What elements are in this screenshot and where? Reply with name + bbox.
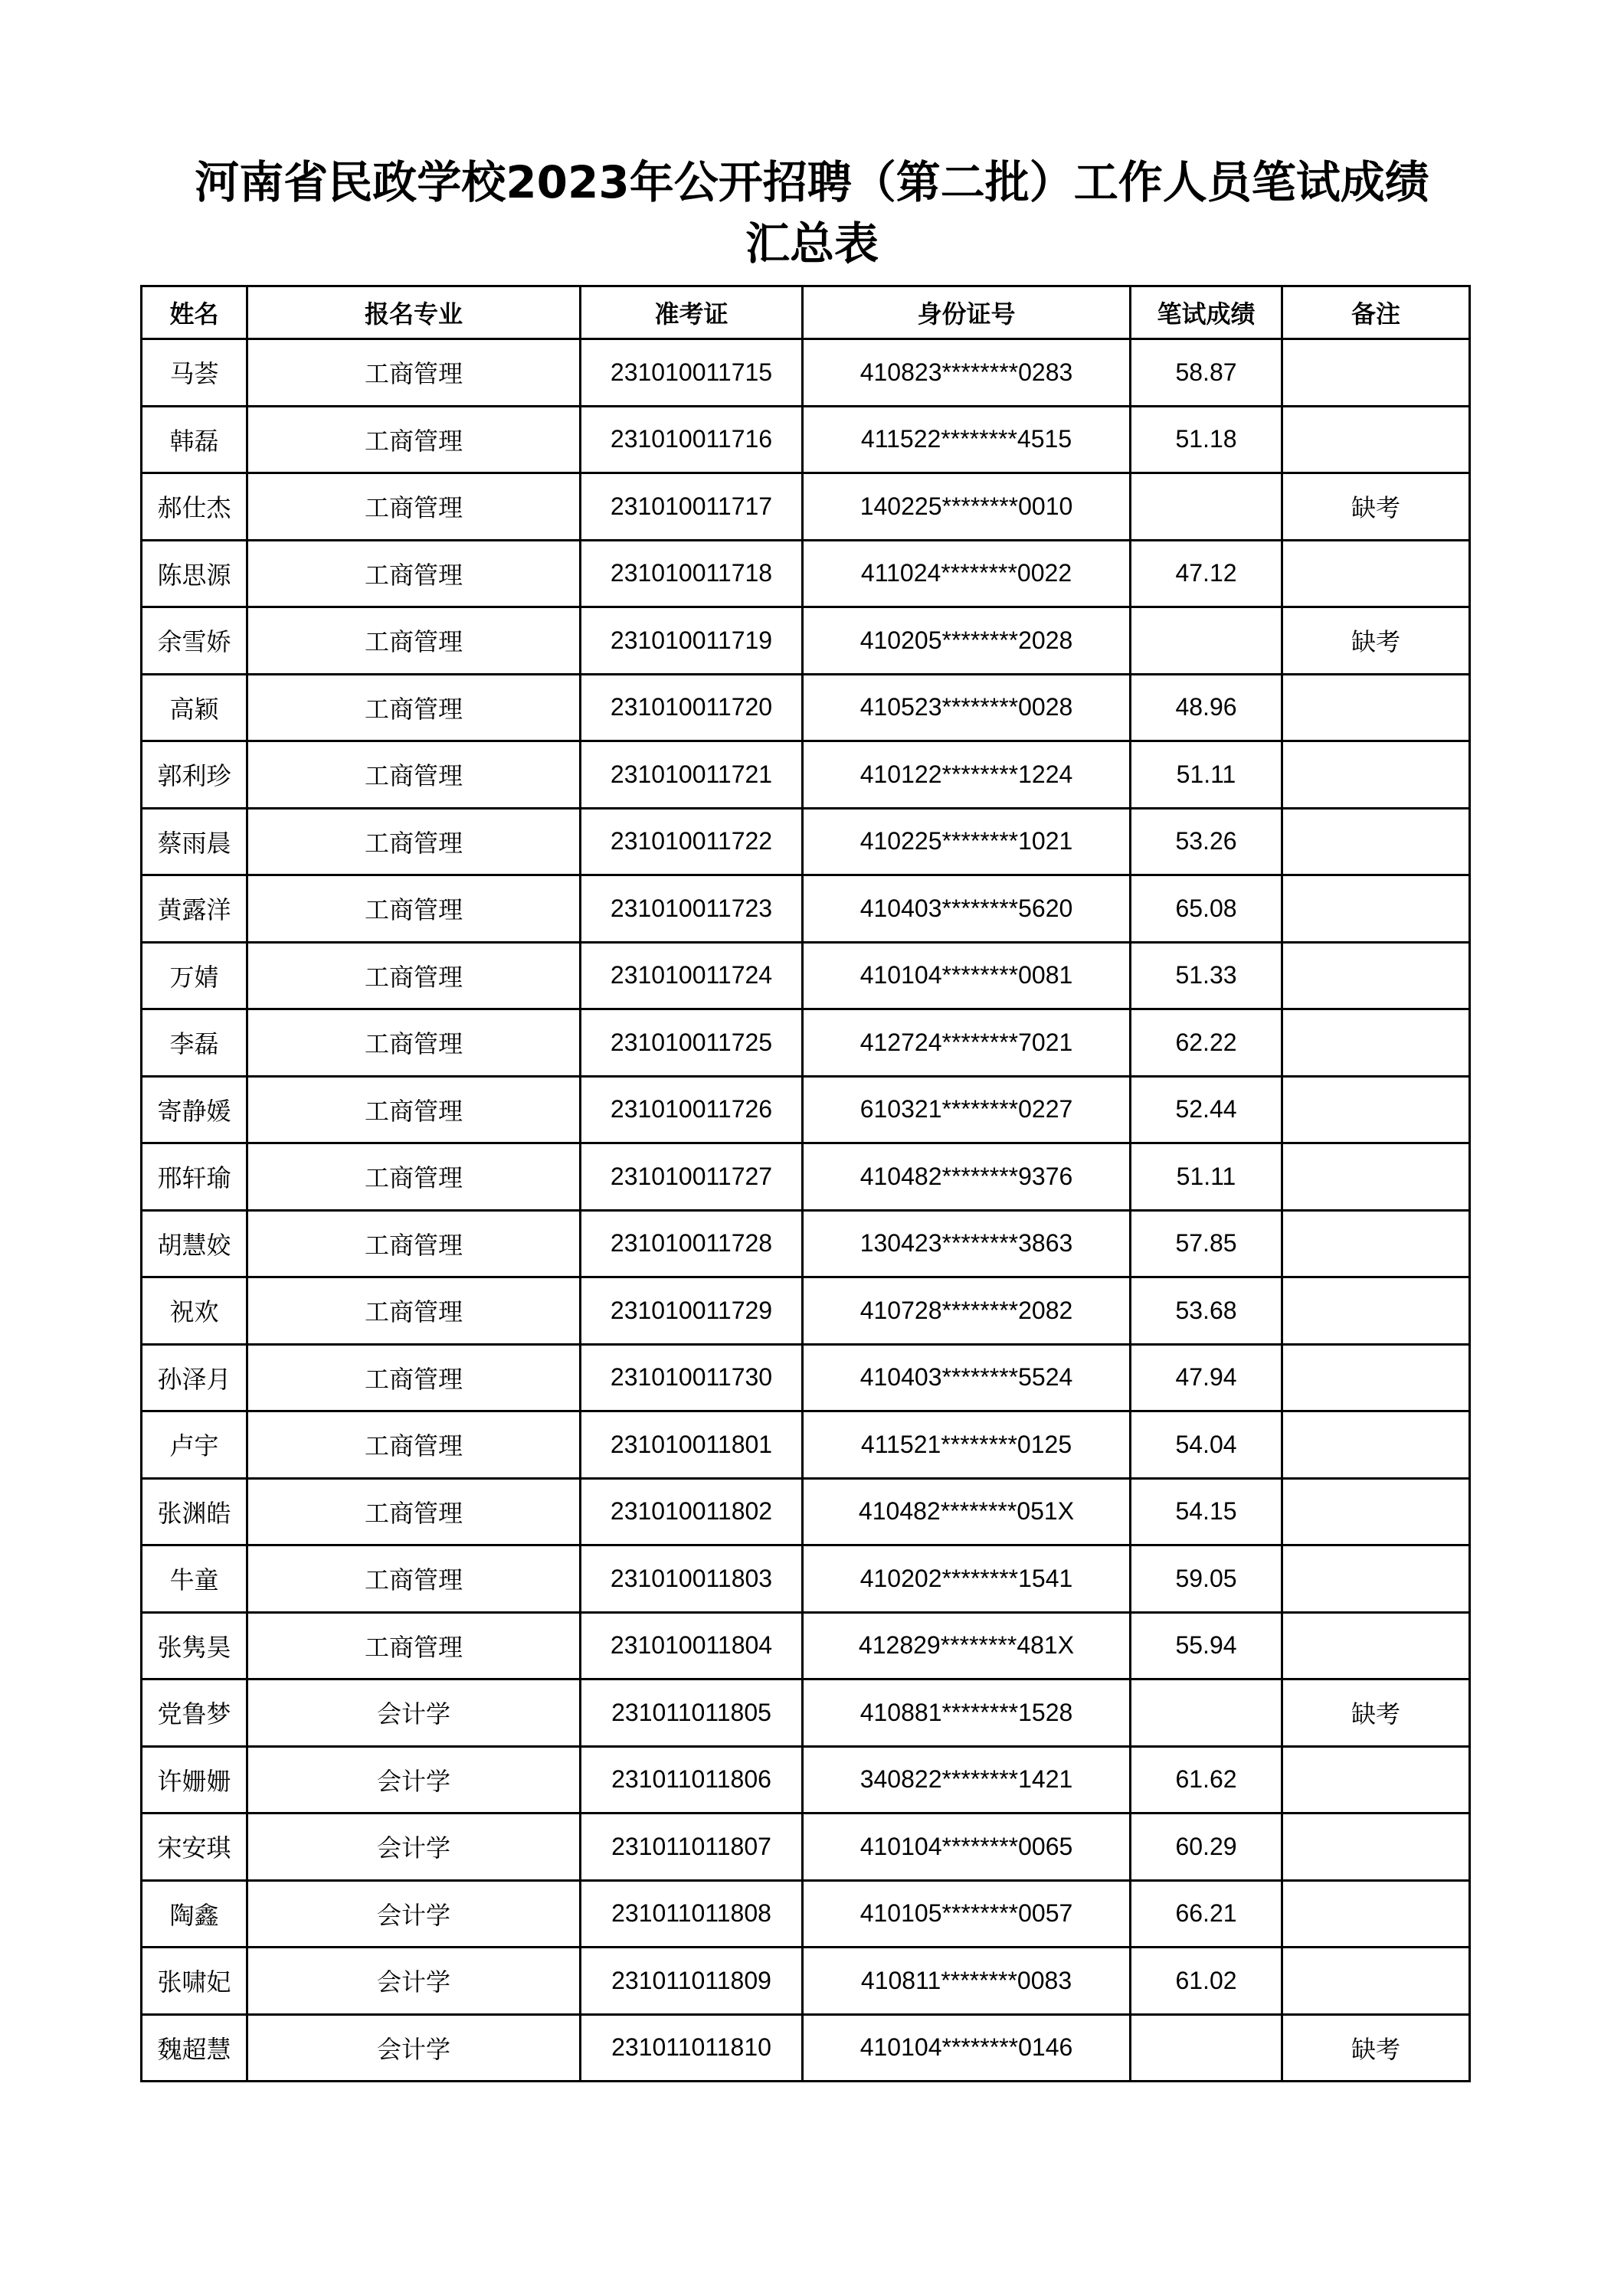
score-cell: 60.29 — [1131, 1814, 1282, 1881]
id-number-cell: 410104********0065 — [803, 1814, 1131, 1881]
exam-ticket-cell: 231011011809 — [581, 1948, 803, 2015]
score-cell: 51.33 — [1131, 942, 1282, 1009]
id-number-cell: 410403********5620 — [803, 875, 1131, 943]
remarks-cell — [1282, 1746, 1470, 1814]
remarks-cell — [1282, 1948, 1470, 2015]
major-cell: 会计学 — [247, 1814, 581, 1881]
name-cell: 陈思源 — [142, 540, 247, 607]
table-row — [142, 1478, 1470, 1545]
page-title-line-2: 汇总表 — [745, 217, 879, 270]
name-cell: 万婧 — [142, 942, 247, 1009]
id-number-cell: 412829********481X — [803, 1612, 1131, 1679]
exam-ticket-cell: 231010011730 — [581, 1344, 803, 1411]
id-number-cell: 411024********0022 — [803, 540, 1131, 607]
score-cell — [1131, 1679, 1282, 1747]
exam-ticket-cell: 231010011723 — [581, 875, 803, 943]
major-cell: 工商管理 — [247, 1143, 581, 1211]
score-cell: 51.18 — [1131, 406, 1282, 473]
page-title-line-1: 河南省民政学校2023年公开招聘（第二批）工作人员笔试成绩 — [195, 156, 1429, 208]
name-cell: 张啸妃 — [142, 1948, 247, 2015]
table-body — [142, 339, 1470, 2082]
exam-ticket-cell: 231010011727 — [581, 1143, 803, 1211]
major-cell: 工商管理 — [247, 540, 581, 607]
id-number-cell: 130423********3863 — [803, 1210, 1131, 1277]
table-row — [142, 2014, 1470, 2082]
remarks-cell — [1282, 1277, 1470, 1345]
score-cell: 51.11 — [1131, 1143, 1282, 1211]
remarks-cell — [1282, 339, 1470, 407]
table-row — [142, 1143, 1470, 1211]
name-cell: 郭利珍 — [142, 741, 247, 809]
exam-ticket-cell: 231010011725 — [581, 1009, 803, 1077]
score-cell: 58.87 — [1131, 339, 1282, 407]
score-cell: 62.22 — [1131, 1009, 1282, 1077]
id-number-cell: 410823********0283 — [803, 339, 1131, 407]
major-cell: 工商管理 — [247, 942, 581, 1009]
remarks-cell — [1282, 1076, 1470, 1143]
remarks-cell — [1282, 1478, 1470, 1545]
id-number-cell: 410104********0146 — [803, 2014, 1131, 2082]
header-written-score: 笔试成绩 — [1131, 286, 1282, 339]
table-row — [142, 1411, 1470, 1479]
table-row — [142, 1545, 1470, 1613]
remarks-cell — [1282, 741, 1470, 809]
major-cell: 工商管理 — [247, 1344, 581, 1411]
exam-ticket-cell: 231011011810 — [581, 2014, 803, 2082]
name-cell: 余雪娇 — [142, 607, 247, 675]
exam-ticket-cell: 231010011724 — [581, 942, 803, 1009]
name-cell: 党鲁梦 — [142, 1679, 247, 1747]
major-cell: 工商管理 — [247, 339, 581, 407]
name-cell: 许姗姗 — [142, 1746, 247, 1814]
name-cell: 宋安琪 — [142, 1814, 247, 1881]
score-cell: 55.94 — [1131, 1612, 1282, 1679]
remarks-cell — [1282, 674, 1470, 741]
remarks-cell — [1282, 406, 1470, 473]
name-cell: 牛童 — [142, 1545, 247, 1613]
major-cell: 工商管理 — [247, 674, 581, 741]
table-row — [142, 1210, 1470, 1277]
remarks-cell — [1282, 1612, 1470, 1679]
table-row — [142, 473, 1470, 541]
header-row — [142, 286, 1470, 339]
name-cell: 张渊皓 — [142, 1478, 247, 1545]
name-cell: 高颖 — [142, 674, 247, 741]
major-cell: 工商管理 — [247, 1277, 581, 1345]
table-row — [142, 1948, 1470, 2015]
remarks-cell — [1282, 1009, 1470, 1077]
name-cell: 韩磊 — [142, 406, 247, 473]
exam-ticket-cell: 231010011729 — [581, 1277, 803, 1345]
remarks-cell: 缺考 — [1282, 1679, 1470, 1747]
remarks-cell — [1282, 942, 1470, 1009]
major-cell: 工商管理 — [247, 1612, 581, 1679]
exam-ticket-cell: 231010011718 — [581, 540, 803, 607]
table-row — [142, 406, 1470, 473]
id-number-cell: 410811********0083 — [803, 1948, 1131, 2015]
id-number-cell: 340822********1421 — [803, 1746, 1131, 1814]
score-cell: 59.05 — [1131, 1545, 1282, 1613]
id-number-cell: 140225********0010 — [803, 473, 1131, 541]
major-cell: 工商管理 — [247, 1076, 581, 1143]
name-cell: 黄露洋 — [142, 875, 247, 943]
id-number-cell: 610321********0227 — [803, 1076, 1131, 1143]
exam-ticket-cell: 231010011722 — [581, 808, 803, 875]
exam-ticket-cell: 231010011719 — [581, 607, 803, 675]
major-cell: 会计学 — [247, 2014, 581, 2082]
score-cell: 61.62 — [1131, 1746, 1282, 1814]
score-cell: 53.68 — [1131, 1277, 1282, 1345]
score-cell: 53.26 — [1131, 808, 1282, 875]
remarks-cell — [1282, 1814, 1470, 1881]
major-cell: 工商管理 — [247, 406, 581, 473]
id-number-cell: 410105********0057 — [803, 1880, 1131, 1948]
major-cell: 工商管理 — [247, 1411, 581, 1479]
score-cell: 66.21 — [1131, 1880, 1282, 1948]
remarks-cell — [1282, 1143, 1470, 1211]
table-row — [142, 1814, 1470, 1881]
exam-ticket-cell: 231010011802 — [581, 1478, 803, 1545]
major-cell: 工商管理 — [247, 1478, 581, 1545]
remarks-cell — [1282, 875, 1470, 943]
score-cell: 47.94 — [1131, 1344, 1282, 1411]
exam-ticket-cell: 231010011721 — [581, 741, 803, 809]
exam-ticket-cell: 231011011807 — [581, 1814, 803, 1881]
name-cell: 蔡雨晨 — [142, 808, 247, 875]
remarks-cell: 缺考 — [1282, 2014, 1470, 2082]
id-number-cell: 410403********5524 — [803, 1344, 1131, 1411]
header-remarks: 备注 — [1282, 286, 1470, 339]
table-row — [142, 741, 1470, 809]
remarks-cell: 缺考 — [1282, 473, 1470, 541]
exam-ticket-cell: 231010011717 — [581, 473, 803, 541]
exam-ticket-cell: 231010011804 — [581, 1612, 803, 1679]
table-row — [142, 540, 1470, 607]
score-cell: 47.12 — [1131, 540, 1282, 607]
name-cell: 张隽昊 — [142, 1612, 247, 1679]
name-cell: 祝欢 — [142, 1277, 247, 1345]
table-row — [142, 808, 1470, 875]
major-cell: 会计学 — [247, 1948, 581, 2015]
id-number-cell: 410881********1528 — [803, 1679, 1131, 1747]
score-cell: 65.08 — [1131, 875, 1282, 943]
exam-ticket-cell: 231011011808 — [581, 1880, 803, 1948]
id-number-cell: 412724********7021 — [803, 1009, 1131, 1077]
major-cell: 工商管理 — [247, 607, 581, 675]
table-row — [142, 1344, 1470, 1411]
major-cell: 工商管理 — [247, 1009, 581, 1077]
remarks-cell — [1282, 1210, 1470, 1277]
header-id-number: 身份证号 — [803, 286, 1131, 339]
id-number-cell: 410202********1541 — [803, 1545, 1131, 1613]
id-number-cell: 410728********2082 — [803, 1277, 1131, 1345]
major-cell: 会计学 — [247, 1880, 581, 1948]
table-header — [142, 286, 1470, 339]
id-number-cell: 410523********0028 — [803, 674, 1131, 741]
remarks-cell — [1282, 808, 1470, 875]
score-cell: 52.44 — [1131, 1076, 1282, 1143]
major-cell: 工商管理 — [247, 808, 581, 875]
table-row — [142, 1612, 1470, 1679]
score-cell: 51.11 — [1131, 741, 1282, 809]
header-major: 报名专业 — [247, 286, 581, 339]
exam-ticket-cell: 231010011726 — [581, 1076, 803, 1143]
major-cell: 会计学 — [247, 1746, 581, 1814]
remarks-cell — [1282, 1545, 1470, 1613]
table-row — [142, 1009, 1470, 1077]
major-cell: 会计学 — [247, 1679, 581, 1747]
name-cell: 卢宇 — [142, 1411, 247, 1479]
table-row — [142, 1880, 1470, 1948]
header-exam-ticket: 准考证 — [581, 286, 803, 339]
name-cell: 郝仕杰 — [142, 473, 247, 541]
score-cell: 54.04 — [1131, 1411, 1282, 1479]
name-cell: 李磊 — [142, 1009, 247, 1077]
id-number-cell: 410482********051X — [803, 1478, 1131, 1545]
id-number-cell: 411522********4515 — [803, 406, 1131, 473]
table-row — [142, 1076, 1470, 1143]
major-cell: 工商管理 — [247, 1545, 581, 1613]
table-row — [142, 875, 1470, 943]
remarks-cell — [1282, 540, 1470, 607]
score-cell: 61.02 — [1131, 1948, 1282, 2015]
score-cell: 54.15 — [1131, 1478, 1282, 1545]
name-cell: 魏超慧 — [142, 2014, 247, 2082]
score-cell — [1131, 473, 1282, 541]
score-cell — [1131, 2014, 1282, 2082]
id-number-cell: 411521********0125 — [803, 1411, 1131, 1479]
exam-ticket-cell: 231011011806 — [581, 1746, 803, 1814]
table-row — [142, 674, 1470, 741]
table-row — [142, 942, 1470, 1009]
id-number-cell: 410482********9376 — [803, 1143, 1131, 1211]
remarks-cell: 缺考 — [1282, 607, 1470, 675]
exam-ticket-cell: 231010011801 — [581, 1411, 803, 1479]
name-cell: 胡慧姣 — [142, 1210, 247, 1277]
exam-ticket-cell: 231010011720 — [581, 674, 803, 741]
name-cell: 陶鑫 — [142, 1880, 247, 1948]
exam-ticket-cell: 231010011728 — [581, 1210, 803, 1277]
id-number-cell: 410122********1224 — [803, 741, 1131, 809]
table-row — [142, 339, 1470, 407]
major-cell: 工商管理 — [247, 1210, 581, 1277]
remarks-cell — [1282, 1411, 1470, 1479]
exam-ticket-cell: 231010011803 — [581, 1545, 803, 1613]
id-number-cell: 410225********1021 — [803, 808, 1131, 875]
name-cell: 寄静媛 — [142, 1076, 247, 1143]
id-number-cell: 410104********0081 — [803, 942, 1131, 1009]
remarks-cell — [1282, 1344, 1470, 1411]
header-name: 姓名 — [142, 286, 247, 339]
major-cell: 工商管理 — [247, 875, 581, 943]
remarks-cell — [1282, 1880, 1470, 1948]
table-row — [142, 1277, 1470, 1345]
score-summary-table — [140, 285, 1471, 2082]
score-cell — [1131, 607, 1282, 675]
table-row — [142, 607, 1470, 675]
exam-ticket-cell: 231010011715 — [581, 339, 803, 407]
name-cell: 邢轩瑜 — [142, 1143, 247, 1211]
score-cell: 48.96 — [1131, 674, 1282, 741]
table-row — [142, 1679, 1470, 1747]
major-cell: 工商管理 — [247, 741, 581, 809]
exam-ticket-cell: 231010011716 — [581, 406, 803, 473]
score-cell: 57.85 — [1131, 1210, 1282, 1277]
exam-ticket-cell: 231011011805 — [581, 1679, 803, 1747]
name-cell: 马荟 — [142, 339, 247, 407]
major-cell: 工商管理 — [247, 473, 581, 541]
name-cell: 孙泽月 — [142, 1344, 247, 1411]
id-number-cell: 410205********2028 — [803, 607, 1131, 675]
table-row — [142, 1746, 1470, 1814]
